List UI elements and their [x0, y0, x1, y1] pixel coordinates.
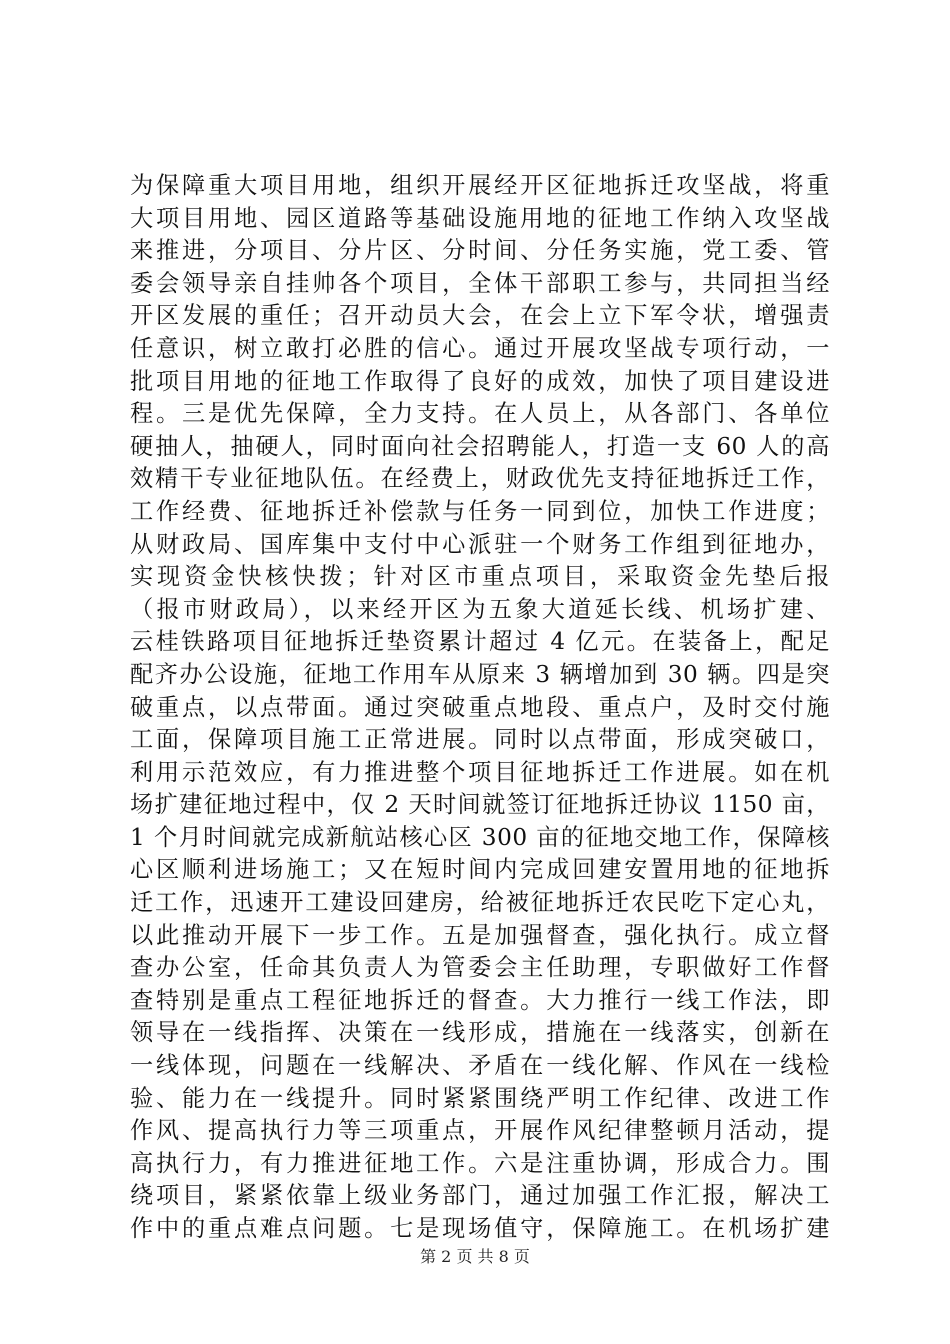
text-line: （报市财政局），以来经开区为五象大道延长线、机场扩建、: [130, 595, 830, 623]
text-line: 作风、提高执行力等三项重点，开展作风纪律整顿月活动，提: [130, 1117, 830, 1145]
text-line: 实现资金快核快拨；针对区市重点项目，采取资金先垫后报: [130, 563, 830, 591]
text-line: 来推进，分项目、分片区、分时间、分任务实施，党工委、管: [130, 237, 830, 265]
text-line: 高执行力，有力推进征地工作。六是注重协调，形成合力。围: [130, 1149, 830, 1177]
text-line: 工面，保障项目施工正常进展。同时以点带面，形成突破口，: [130, 726, 830, 754]
text-line: 效精干专业征地队伍。在经费上，财政优先支持征地拆迁工作，: [130, 465, 830, 493]
text-line: 云桂铁路项目征地拆迁垫资累计超过 4 亿元。在装备上，配足: [130, 628, 830, 656]
text-line: 任意识，树立敢打必胜的信心。通过开展攻坚战专项行动，一: [130, 334, 830, 362]
text-line: 查特别是重点工程征地拆迁的督查。大力推行一线工作法，即: [130, 986, 830, 1014]
text-line: 迁工作，迅速开工建设回建房，给被征地拆迁农民吃下定心丸，: [130, 889, 830, 917]
text-line: 利用示范效应，有力推进整个项目征地拆迁工作进展。如在机: [130, 758, 830, 786]
page-footer: 第 2 页 共 8 页: [420, 1247, 530, 1266]
text-line: 以此推动开展下一步工作。五是加强督查，强化执行。成立督: [130, 921, 830, 949]
text-line: 委会领导亲自挂帅各个项目，全体干部职工参与，共同担当经: [130, 269, 830, 297]
text-line: 作中的重点难点问题。七是现场值守，保障施工。在机场扩建: [130, 1215, 830, 1242]
text-line: 一线体现，问题在一线解决、矛盾在一线化解、作风在一线检: [130, 1052, 830, 1080]
text-line: 硬抽人，抽硬人，同时面向社会招聘能人，打造一支 60 人的高: [130, 432, 830, 460]
text-line: 绕项目，紧紧依靠上级业务部门，通过加强工作汇报，解决工: [130, 1182, 830, 1210]
text-line: 配齐办公设施，征地工作用车从原来 3 辆增加到 30 辆。四是突: [130, 660, 830, 688]
text-line: 大项目用地、园区道路等基础设施用地的征地工作纳入攻坚战: [130, 204, 830, 232]
text-line: 查办公室，任命其负责人为管委会主任助理，专职做好工作督: [130, 954, 830, 982]
text-line: 破重点，以点带面。通过突破重点地段、重点户，及时交付施: [130, 693, 830, 721]
text-line: 工作经费、征地拆迁补偿款与任务一同到位，加快工作进度；: [130, 497, 830, 525]
text-line: 批项目用地的征地工作取得了良好的成效，加快了项目建设进: [130, 367, 830, 395]
text-line: 验、能力在一线提升。同时紧紧围绕严明工作纪律、改进工作: [130, 1084, 830, 1112]
text-line: 程。三是优先保障，全力支持。在人员上，从各部门、各单位: [130, 400, 830, 428]
text-line: 开区发展的重任；召开动员大会，在会上立下军令状，增强责: [130, 302, 830, 330]
text-line: 心区顺利进场施工；又在短时间内完成回建安置用地的征地拆: [130, 856, 830, 884]
text-line: 1 个月时间就完成新航站核心区 300 亩的征地交地工作，保障核: [130, 823, 830, 851]
body-paragraph: [130, 170, 830, 1246]
text-line: 领导在一线指挥、决策在一线形成，措施在一线落实，创新在: [130, 1019, 830, 1047]
text-line: 为保障重大项目用地，组织开展经开区征地拆迁攻坚战，将重: [130, 172, 830, 199]
text-line: 场扩建征地过程中，仅 2 天时间就签订征地拆迁协议 1150 亩，: [130, 791, 830, 819]
text-line: 从财政局、国库集中支付中心派驻一个财务工作组到征地办，: [130, 530, 830, 558]
